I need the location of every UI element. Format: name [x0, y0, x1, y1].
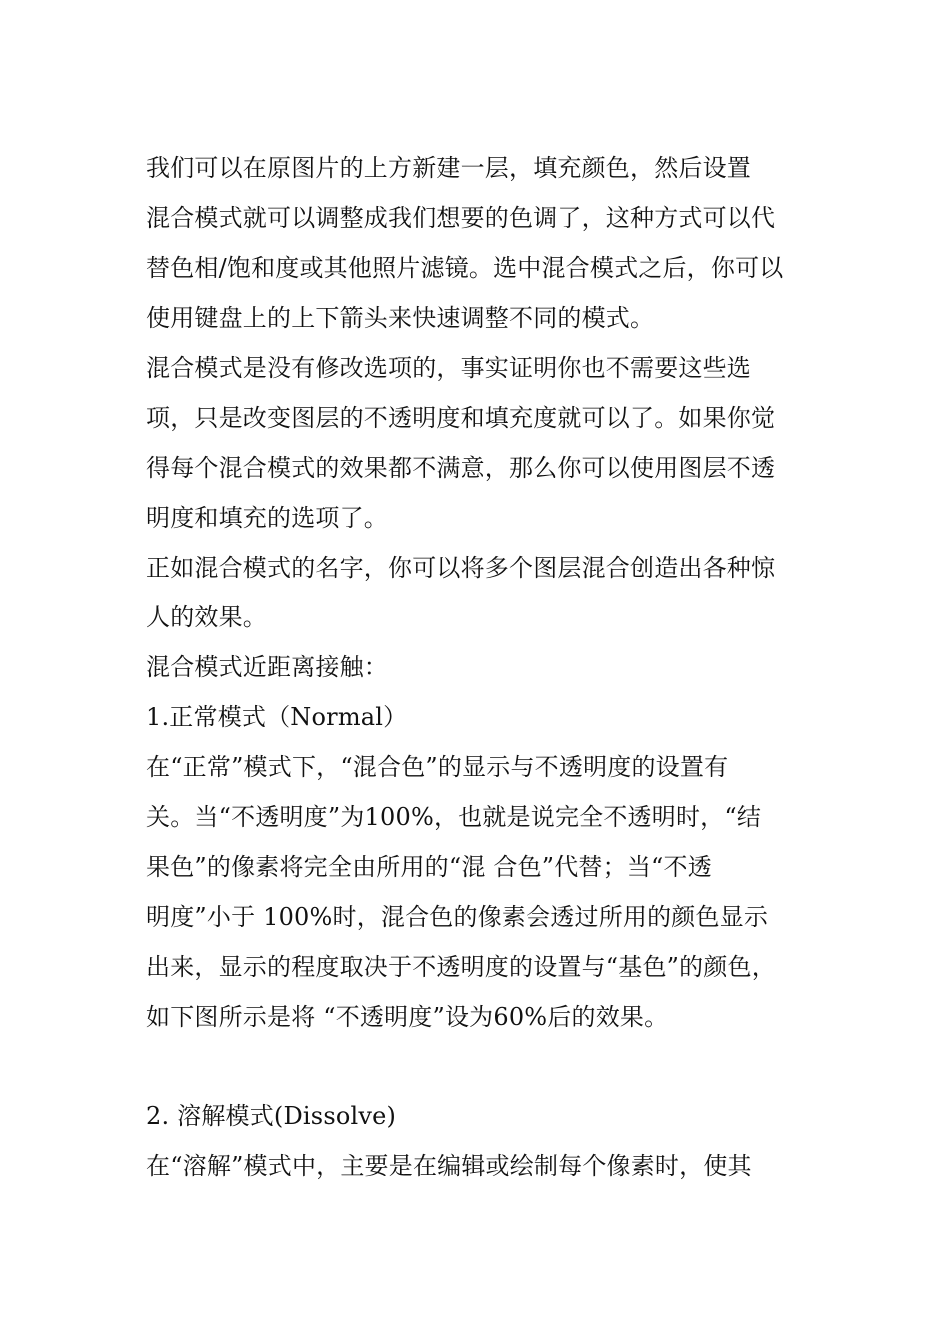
text-line: 我们可以在原图片的上方新建一层，填充颜色，然后设置: [146, 154, 751, 182]
section-heading: 2. 溶解模式(Dissolve): [146, 1102, 397, 1130]
text-line: 混合模式就可以调整成我们想要的色调了，这种方式可以代: [146, 204, 776, 232]
section-heading: 混合模式近距离接触：: [146, 653, 388, 681]
text-line: 正如混合模式的名字，你可以将多个图层混合创造出各种惊: [146, 554, 776, 582]
text-line: 替色相/饱和度或其他照片滤镜。选中混合模式之后，你可以: [146, 254, 784, 282]
text-line: 出来，显示的程度取决于不透明度的设置与“基色”的颜色，: [146, 953, 776, 981]
text-line: 在“正常”模式下，“混合色”的显示与不透明度的设置有: [146, 753, 729, 781]
text-line: 得每个混合模式的效果都不满意，那么你可以使用图层不透: [146, 454, 776, 482]
text-line: 关。当“不透明度”为100%，也就是说完全不透明时，“结: [146, 803, 762, 831]
text-line: 项，只是改变图层的不透明度和填充度就可以了。如果你觉: [146, 404, 776, 432]
text-line: 人的效果。: [146, 603, 267, 631]
text-line: 果色”的像素将完全由所用的“混 合色”代替；当“不透: [146, 853, 712, 881]
text-line: 如下图所示是将 “不透明度”设为60%后的效果。: [146, 1003, 669, 1031]
text-line: 在“溶解”模式中，主要是在编辑或绘制每个像素时，使其: [146, 1152, 752, 1180]
text-line: 混合模式是没有修改选项的，事实证明你也不需要这些选: [146, 354, 751, 382]
text-line: 明度”小于 100%时，混合色的像素会透过所用的颜色显示: [146, 903, 769, 931]
text-line: 明度和填充的选项了。: [146, 504, 388, 532]
section-heading: 1.正常模式（Normal）: [146, 703, 408, 731]
text-line: 使用键盘上的上下箭头来快速调整不同的模式。: [146, 304, 655, 332]
